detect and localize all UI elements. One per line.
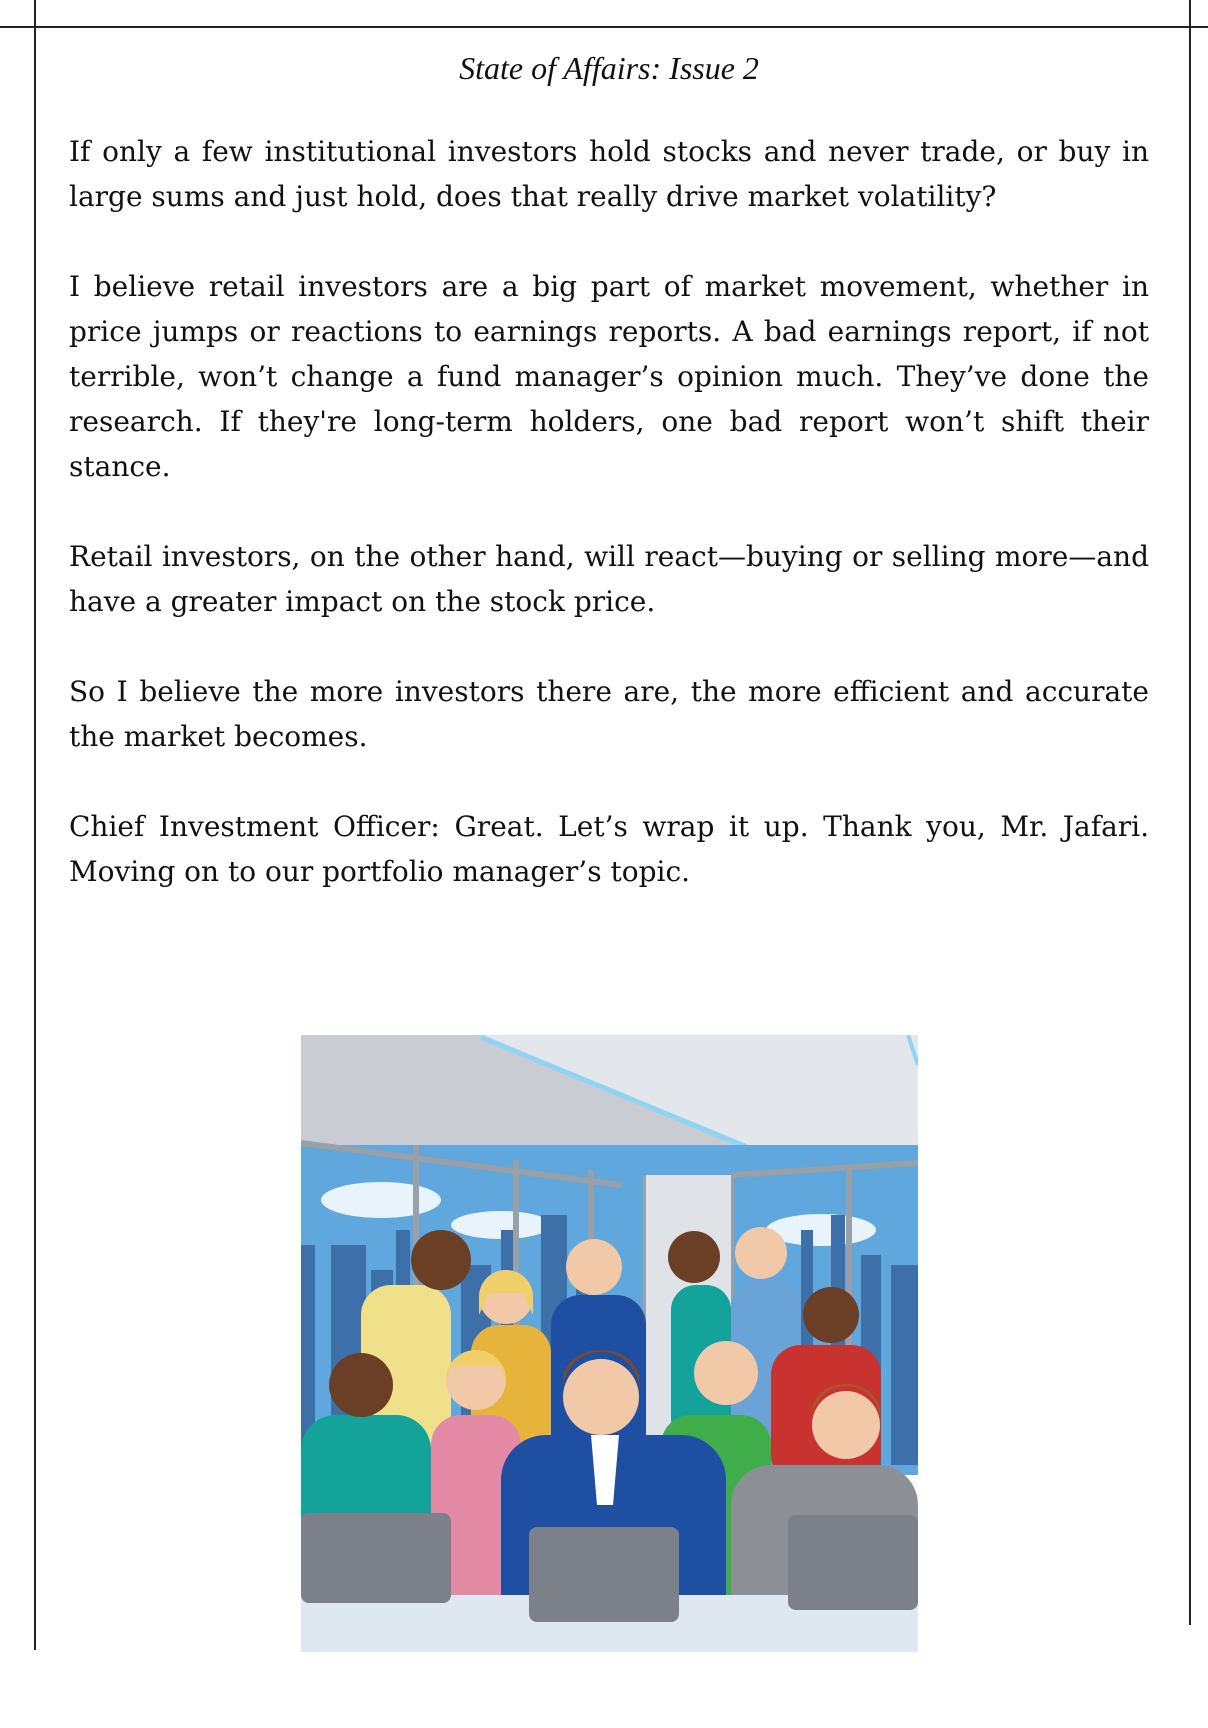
paragraph-1: If only a few institutional investors hold stocks and never trade, or buy in large sums and just hold, does that really drive market volatility? [69, 135, 1149, 213]
paragraph-5: Chief Investment Officer: Great. Let’s wrap it up. Thank you, Mr. Jafari. Moving on to our portfolio manager’s topic. [69, 810, 1149, 888]
page-border-right [1189, 0, 1191, 1625]
illustration-svg [301, 1035, 918, 1652]
laptop-icon [301, 1513, 451, 1603]
laptop-icon [529, 1527, 679, 1622]
page-border-top [0, 26, 1208, 28]
document-title: State of Affairs: Issue 2 [459, 50, 759, 86]
cloud [321, 1182, 441, 1218]
paragraph-4: So I believe the more investors there are, the more efficient and accurate the market becomes. [69, 675, 1149, 753]
paragraph-3: Retail investors, on the other hand, will react—buying or selling more—and have a greater impact on the stock price. [69, 540, 1149, 618]
document-page [69, 50, 1149, 939]
page-border-left [34, 0, 36, 1650]
laptop-icon [788, 1515, 918, 1610]
paragraph-2: I believe retail investors are a big part of market movement, whether in price jumps or reactions to earnings reports. A bad earnings report, if not terrible, won’t change a fund manager’s opinion much. They’ve done the research. If they're long-term holders, one bad report won’t shift their stance. [69, 270, 1149, 483]
office-team-illustration [301, 1035, 918, 1652]
